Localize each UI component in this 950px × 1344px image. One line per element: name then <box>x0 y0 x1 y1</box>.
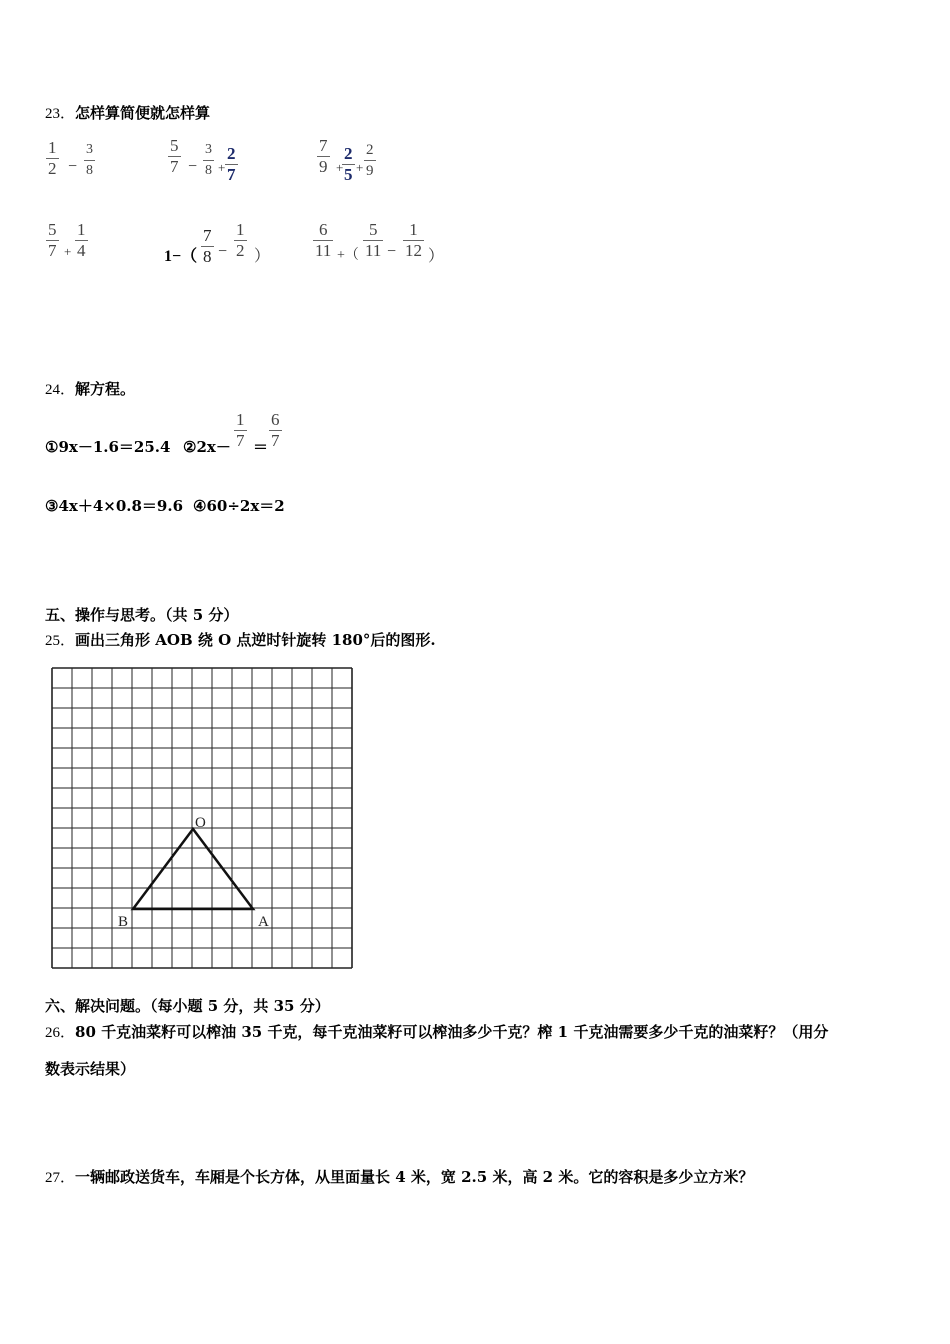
q27-number: 27． <box>45 1170 76 1186</box>
q23-expr3-operator-1: + <box>336 160 344 175</box>
q24-equation-2-equals: ＝ <box>253 438 269 456</box>
q23-expr3-fraction-1: $\frac{7}{9}$ <box>319 136 328 176</box>
q23-expr6-fraction-1: $\frac{6}{11}$ <box>315 220 332 260</box>
q25-number: 25． <box>45 633 76 649</box>
q23-expr5-operator: − <box>218 243 228 260</box>
q23-expr2-operator-1: − <box>188 158 198 175</box>
q23-expr3-fraction-2: $\frac{2}{5}$ <box>344 144 353 184</box>
q24-equation-3: ③4x＋4×0.8＝9.6 <box>45 497 184 515</box>
section-6-title: 六、解决问题。（每小题 5 分，共 35 分） <box>45 997 330 1015</box>
q23-expr2-fraction-2: $\frac{3}{8}$ <box>203 140 214 181</box>
q23-expr2-fraction-1: $\frac{5}{7}$ <box>170 136 179 176</box>
q24-heading <box>45 378 135 399</box>
q23-expr5-lead: 1−（ <box>164 248 198 265</box>
point-a-label: A <box>258 914 269 930</box>
q24-number: 24． <box>45 382 76 398</box>
q23-expr1-operator: − <box>68 158 78 175</box>
q26-text-line-1: 80 千克油菜籽可以榨油 35 千克，每千克油菜籽可以榨油多少千克？榨 1 千克油需要多少千克的油菜籽？（用分 <box>75 1023 829 1041</box>
q26-text-line-2: 数表示结果） <box>45 1060 136 1078</box>
q24-equation-2-fraction-1: $\frac{1}{7}$ <box>236 410 245 450</box>
q25-heading <box>45 629 436 650</box>
q23-expr4-fraction-1: $\frac{5}{7}$ <box>48 220 57 260</box>
q23-expr6-fraction-3: $\frac{1}{12}$ <box>405 220 422 260</box>
q24-equation-2-fraction-2: $\frac{6}{7}$ <box>271 410 280 450</box>
q27-text: 一辆邮政送货车，车厢是个长方体，从里面量长 4 米，宽 2.5 米，高 2 米。它的容积是多少立方米？ <box>75 1168 754 1186</box>
point-o-label: O <box>195 815 206 831</box>
q23-expr4-fraction-2: $\frac{1}{4}$ <box>77 220 86 260</box>
q23-expr2-operator-2: + <box>218 160 226 175</box>
q27-heading <box>45 1166 753 1187</box>
q23-expr6-operator-2: − <box>387 243 397 260</box>
q23-title: 怎样算简便就怎样算 <box>75 104 211 122</box>
q23-expr1-fraction-1: $\frac{1}{2}$ <box>48 138 57 178</box>
q24-equation-4: ④60÷2x＝2 <box>193 497 285 515</box>
q24-title: 解方程。 <box>75 380 136 398</box>
point-b-label: B <box>118 914 129 930</box>
q26-number: 26． <box>45 1025 76 1041</box>
q23-expr6-fraction-2: $\frac{5}{11}$ <box>365 220 382 260</box>
q23-expr3-fraction-3: $\frac{2}{9}$ <box>366 142 374 179</box>
q23-heading <box>45 102 210 123</box>
q23-expr1-fraction-2: $\frac{3}{8}$ <box>84 140 95 181</box>
q26-line-1 <box>45 1021 828 1042</box>
triangle-aob <box>133 829 253 909</box>
q23-expr5-fraction-1: $\frac{7}{8}$ <box>203 226 212 266</box>
q24-equation-2-lead: ②2x－ <box>183 438 231 456</box>
q23-expr6-operator-1: +（ <box>337 248 359 263</box>
q23-expr6-close: ） <box>428 248 445 265</box>
q25-text: 画出三角形 AOB 绕 O 点逆时针旋转 180°后的图形. <box>75 631 436 649</box>
q23-expr4-operator: + <box>64 244 72 259</box>
q23-expr2-fraction-3: $\frac{2}{7}$ <box>227 144 236 184</box>
q23-number: 23． <box>45 106 76 122</box>
q23-expr5-close: ） <box>254 248 271 265</box>
q23-expr3-operator-2: + <box>356 160 364 175</box>
rotation-grid-figure <box>50 666 354 970</box>
q24-equation-1: ①9x－1.6＝25.4 <box>45 438 171 456</box>
section-5-title: 五、操作与思考。（共 5 分） <box>45 606 239 624</box>
q23-expr5-fraction-2: $\frac{1}{2}$ <box>236 220 245 260</box>
